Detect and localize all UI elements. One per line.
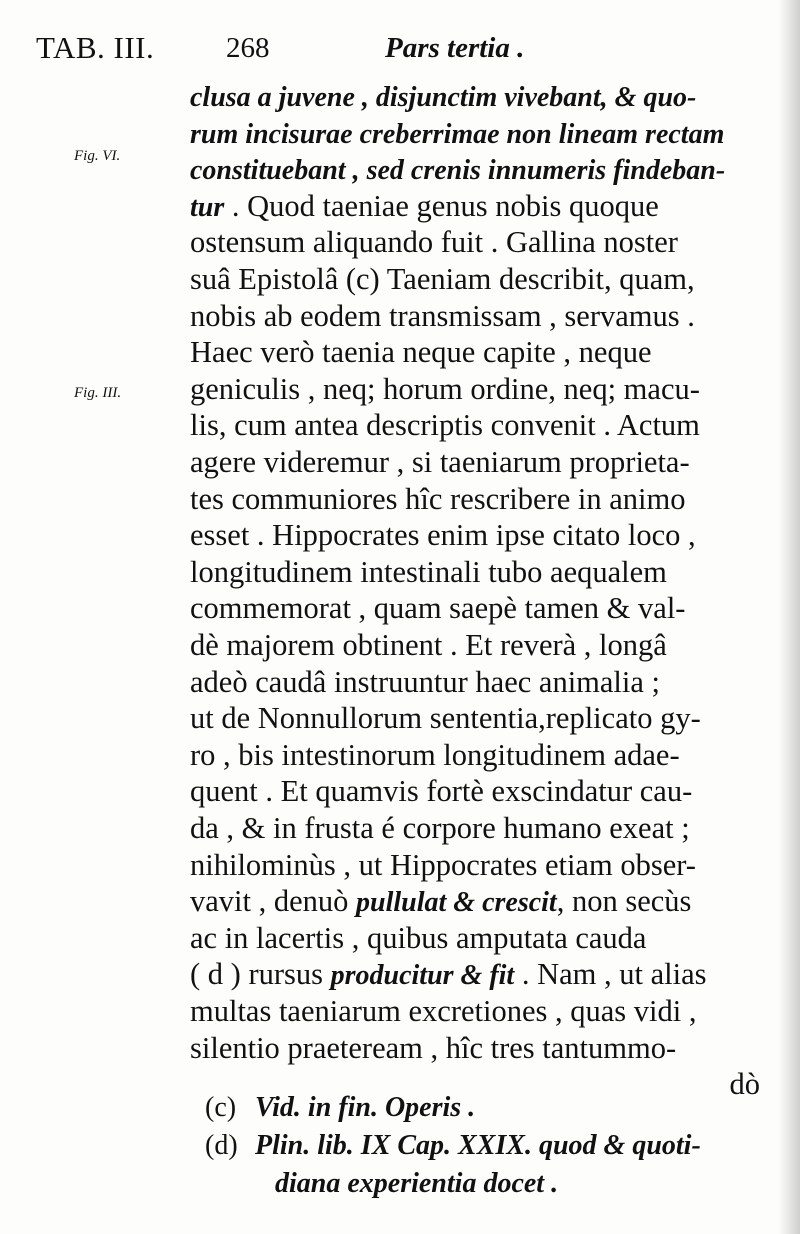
text-line: [190, 113, 760, 153]
text-line: [190, 515, 760, 555]
text-line: [190, 76, 760, 116]
plate-reference: TAB. III.: [36, 30, 155, 65]
text-line: [190, 332, 760, 372]
text-segment: nihilominùs , ut Hippocrates etiam obser-: [190, 847, 696, 882]
text-segment: dò: [729, 1067, 760, 1102]
page-number: 268: [226, 32, 270, 64]
footnote-d-continuation: [275, 1166, 800, 1202]
text-line: [190, 625, 760, 665]
text-line: [190, 698, 760, 738]
text-line: [190, 881, 760, 921]
text-segment: multas taeniarum excretiones , quas vidi ,: [190, 994, 697, 1028]
text-segment: . Quod taeniae genus nobis quoque: [224, 188, 659, 223]
text-line: [190, 771, 760, 811]
margin-note-fig-iii: Fig. III.: [74, 385, 122, 401]
text-line: [190, 405, 760, 445]
text-segment: tes communiores hîc rescribere in animo: [190, 481, 686, 516]
text-segment: ut de Nonnullorum sententia,replicato gy-: [190, 701, 701, 736]
italic-segment: constituebant , sed crenis innumeris findeban-: [190, 155, 726, 187]
text-line: [190, 296, 760, 336]
footnote-d: [205, 1128, 765, 1164]
text-segment: agere videremur , si taeniarum proprieta-: [190, 445, 690, 479]
text-segment: Haec verò taenia neque capite , neque: [190, 335, 652, 370]
text-line: [190, 552, 760, 592]
footnote-text: diana experientia docet .: [275, 1168, 559, 1199]
text-segment: adeò caudâ instruuntur haec animalia ;: [190, 664, 661, 699]
text-segment: da , & in frusta é corpore humano exeat ;: [190, 811, 690, 845]
italic-segment: tur: [190, 191, 225, 223]
text-segment: dè majorem obtinent . Et reverà , longâ: [190, 628, 667, 662]
text-segment: ( d ) rursus: [190, 957, 331, 992]
italic-segment: rum incisurae creberrimae non lineam rectam: [190, 118, 725, 150]
text-segment: longitudinem intestinali tubo aequalem: [190, 554, 667, 589]
text-segment: silentio praeteream , hîc tres tantummo-: [190, 1030, 677, 1065]
text-line: [190, 186, 760, 226]
text-line: [190, 845, 760, 885]
text-segment: lis, cum antea descriptis convenit . Actum: [190, 408, 700, 443]
footnote-c: [205, 1090, 765, 1126]
text-segment: vavit , denuò: [190, 884, 357, 919]
text-segment: ro , bis intestinorum longitudinem adae-: [190, 737, 680, 772]
text-line: [190, 1028, 760, 1068]
footnote-text: Plin. lib. IX Cap. XXIX. quod & quoti-: [255, 1130, 701, 1161]
text-line: [190, 479, 760, 519]
text-segment: nobis ab eodem transmissam , servamus .: [190, 298, 695, 333]
text-line: [190, 259, 760, 299]
footnote-text: Vid. in fin. Operis .: [255, 1092, 476, 1123]
text-segment: suâ Epistolâ (c) Taeniam describit, quam,: [190, 262, 695, 296]
italic-segment: producitur & fit: [330, 960, 515, 992]
text-segment: esset . Hippocrates enim ipse citato loco ,: [190, 518, 696, 553]
text-line: [190, 954, 760, 994]
text-line: [190, 369, 760, 409]
text-line: [190, 808, 760, 848]
text-line: [190, 735, 760, 775]
footnote-mark: (d): [205, 1130, 238, 1161]
running-title: Pars tertia .: [385, 32, 525, 64]
text-segment: ostensum aliquando fuit . Gallina noster: [190, 225, 678, 260]
page-edge-shadow: [778, 0, 800, 1234]
text-segment: ac in lacertis , quibus amputata cauda: [190, 920, 647, 955]
italic-segment: pullulat & crescit: [356, 887, 557, 919]
text-line: [190, 991, 760, 1031]
text-segment: . Nam , ut alias: [514, 957, 707, 992]
text-line: [190, 222, 760, 262]
text-segment: , non secùs: [556, 884, 692, 919]
text-line: [190, 588, 760, 628]
text-line: [190, 918, 760, 958]
text-segment: commemorat , quam saepè tamen & val-: [190, 591, 686, 626]
text-segment: quent . Et quamvis fortè exscindatur cau-: [190, 774, 693, 809]
footnote-mark: (c): [205, 1092, 237, 1123]
italic-segment: clusa a juvene , disjunctim vivebant, & quo-: [190, 82, 697, 113]
margin-note-fig-vi: Fig. VI.: [74, 148, 121, 164]
text-line: [190, 149, 760, 189]
text-segment: geniculis , neq; horum ordine, neq; macu-: [190, 371, 700, 406]
text-line: [190, 442, 760, 482]
text-line: [190, 662, 760, 702]
